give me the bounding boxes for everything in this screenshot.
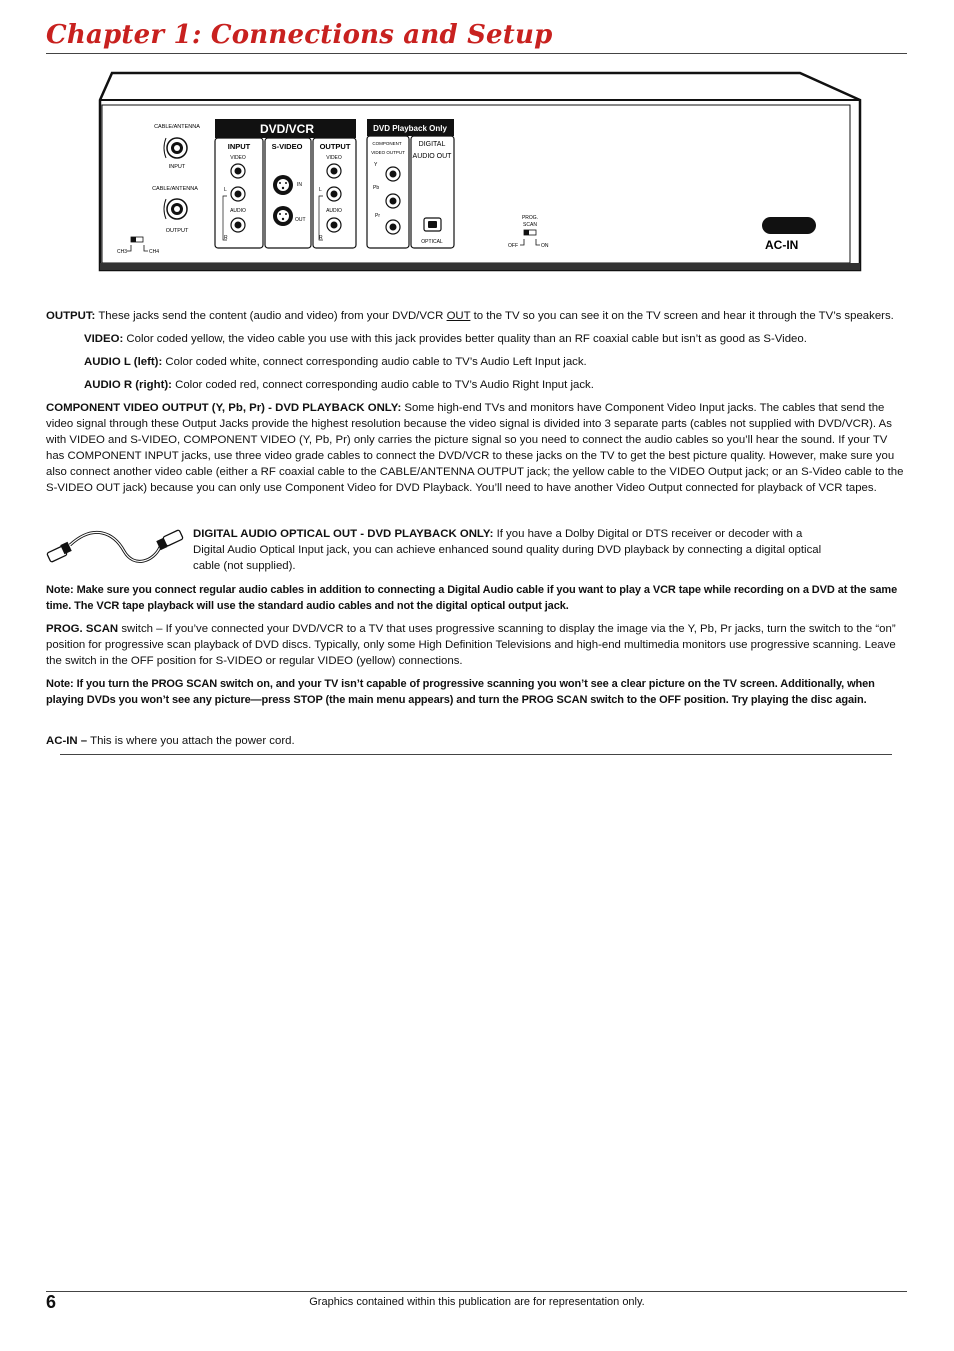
output-audio-label: AUDIO [326, 208, 342, 214]
note-prog-scan: Note: If you turn the PROG SCAN switch on, and your TV isn’t capable of progressive scanning you won’t see a clear picture on the TV screen. Additionally, when playing DVDs you won’t see any picture—press STOP (the main menu appears) and turn the PROG SCAN switch to the OFF position. Try playing the disc again. [46, 678, 875, 706]
prog-scan-label-2: SCAN [523, 222, 537, 228]
optical-plug-right-icon [156, 530, 183, 551]
optical-term: DIGITAL AUDIO OPTICAL OUT - DVD PLAYBACK ONLY: [193, 528, 494, 540]
pr-label: Pr [375, 213, 380, 219]
svideo-in-label: IN [297, 182, 302, 188]
video-text: Color coded yellow, the video cable you use with this jack provides better quality than an RF coaxial cable but isn’t as good as S-Video. [126, 333, 807, 345]
digital-label-2: AUDIO OUT [412, 153, 452, 160]
svideo-header: S-VIDEO [271, 142, 303, 151]
note-digital-audio: Note: Make sure you connect regular audio cables in addition to connecting a Digital Audio cable if you want to play a VCR tape while recording on a DVD at the same time. The VCR tape playback will use the standard audio cables and not the digital optical output jack. [46, 584, 898, 612]
component-label-1: COMPONENT [372, 141, 402, 146]
footer-disclaimer: Graphics contained within this publication are for representation only. [309, 1296, 645, 1308]
output-l-label: L [319, 187, 322, 193]
svideo-out-jack [273, 206, 293, 226]
prog-scan-label-1: PROG. [521, 215, 539, 221]
ac-in-text: This is where you attach the power cord. [90, 735, 295, 747]
output-text-a: These jacks send the content (audio and video) from your DVD/VCR [98, 310, 444, 322]
ac-in-term: AC-IN – [46, 735, 88, 747]
output-text-b: to the TV so you can see it on the TV screen and hear it through the TV’s speakers. [473, 310, 894, 322]
output-audio-l-jack [327, 187, 341, 201]
input-label: INPUT [168, 164, 186, 170]
component-term: COMPONENT VIDEO OUTPUT (Y, Pb, Pr) - DVD PLAYBACK ONLY: [46, 402, 402, 414]
input-l-label: L [224, 187, 227, 193]
dvd-vcr-back-panel-illustration [94, 70, 864, 275]
svideo-out-label: OUT [295, 217, 306, 223]
cable-antenna-bottom-label: CABLE/ANTENNA [152, 186, 198, 192]
audio-r-text: Color coded red, connect corresponding audio cable to TV’s Audio Right Input jack. [175, 379, 594, 391]
output-video-jack [327, 164, 341, 178]
ac-in-label: AC-IN [765, 238, 799, 252]
dvd-playback-title: DVD Playback Only [373, 124, 447, 133]
ch3-label: CH3 [117, 249, 128, 255]
prog-scan-text: switch – If you’ve connected your DVD/VCR to a TV that uses progressive scanning to display the image via the Y, Pb, Pr jacks, turn the switch to the “on” position for progressive scan playback of DVD discs. Typically, only some High Definition Televisions and high-end multimedia monitors use progressive scanning. Leave the switch in the OFF position for S-VIDEO or regular VIDEO (yellow) connections. [46, 623, 896, 667]
output-header: OUTPUT [319, 142, 351, 151]
on-label: ON [541, 243, 549, 249]
input-header: INPUT [227, 142, 251, 151]
prog-scan-term: PROG. SCAN [46, 623, 119, 635]
component-y-jack [386, 167, 400, 181]
output-audio-r-jack [327, 218, 341, 232]
input-audio-l-jack [231, 187, 245, 201]
audio-l-term: AUDIO L (left): [84, 356, 163, 368]
input-audio-label: AUDIO [230, 208, 246, 214]
ch4-label: CH4 [149, 249, 160, 255]
page-number: 6 [46, 1292, 57, 1312]
dvd-vcr-title: DVD/VCR [259, 122, 315, 136]
y-label: Y [374, 162, 378, 168]
optical-label: OPTICAL [421, 239, 443, 245]
input-video-label: VIDEO [230, 155, 246, 161]
optical-jack [424, 218, 441, 231]
optical-cable-illustration [44, 523, 186, 573]
footer-rule [46, 1291, 907, 1292]
body-text-upper [46, 308, 906, 496]
optical-plug-left-icon [47, 542, 72, 563]
optical-text: If you have a Dolby Digital or DTS receiver or decoder with a Digital Audio Optical Input jack, you can achieve enhanced sound quality during DVD playback by connecting a digital optical cable (not supplied). [193, 528, 822, 572]
component-pr-jack [386, 220, 400, 234]
input-video-jack [231, 164, 245, 178]
ac-in-socket [762, 217, 816, 234]
digital-label-1: DIGITAL [418, 141, 446, 148]
off-label: OFF [508, 243, 518, 249]
audio-l-text: Color coded white, connect corresponding audio cable to TV’s Audio Left Input jack. [165, 356, 587, 368]
pb-label: Pb [373, 185, 380, 191]
output-video-label: VIDEO [326, 155, 342, 161]
output-r-label: R [319, 235, 323, 241]
audio-r-term: AUDIO R (right): [84, 379, 172, 391]
section-rule [60, 754, 892, 755]
output-label: OUTPUT [165, 228, 189, 234]
component-text: Some high-end TVs and monitors have Component Video Input jacks. The cables that send the video signal through these Output Jacks provide the highest resolution because the video signal is divided into 3 separate parts (cables not supplied with DVD/VCR). As with VIDEO and S-VIDEO, COMPONENT VIDEO (Y, Pb, Pr) only carries the picture signal so you need to connect the audio cables so you’ll hear the sound. If your TV has COMPONENT INPUT jacks, use three video grade cables to connect the DVD/VCR to these jacks on the TV to get the best picture quality. However, make sure you also connect another video cable (either a RF coaxial cable to the CABLE/ANTENNA OUTPUT jack; the yellow cable to the VIDEO Output jack; or an S-Video cable to the S-VIDEO OUT jack) because you can only use Component Video for DVD Playback. You’ll need to have another Video Output connected for playback of VCR tapes. [46, 402, 904, 494]
input-audio-r-jack [231, 218, 245, 232]
video-term: VIDEO: [84, 333, 124, 345]
optical-paragraph [193, 526, 833, 574]
cable-antenna-top-label: CABLE/ANTENNA [154, 124, 200, 130]
component-label-2: VIDEO OUTPUT [371, 150, 405, 155]
component-pb-jack [386, 194, 400, 208]
output-out: OUT [446, 310, 471, 322]
body-text-lower [46, 582, 906, 749]
chapter-title: Chapter 1: Connections and Setup [46, 20, 553, 50]
input-r-label: R [224, 235, 228, 241]
svideo-in-jack [273, 175, 293, 195]
output-term: OUTPUT: [46, 310, 96, 322]
header-rule [46, 53, 907, 54]
